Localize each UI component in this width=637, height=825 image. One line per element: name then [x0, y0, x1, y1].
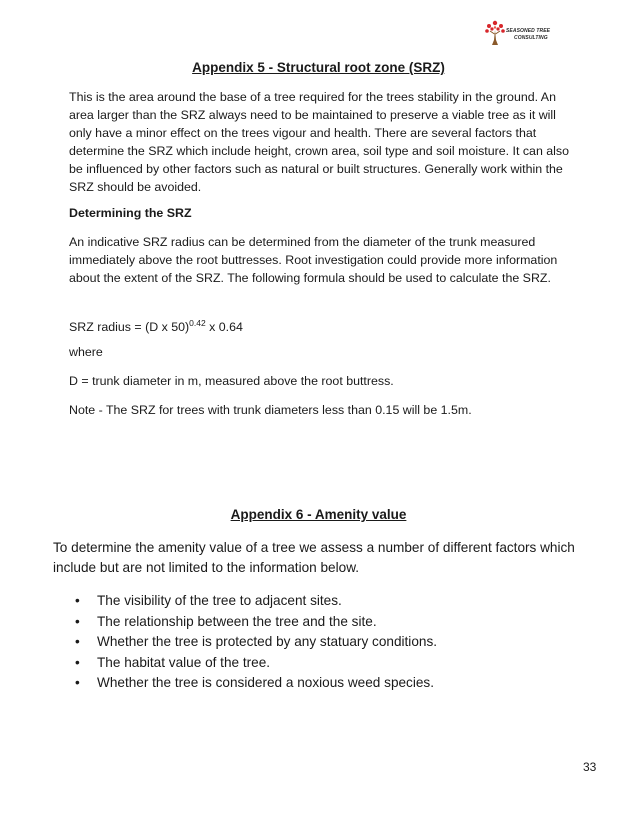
company-logo	[484, 18, 564, 52]
list-item: • The visibility of the tree to adjacent sites.	[75, 591, 437, 612]
logo-text-line1: SEASONED TREE	[506, 28, 551, 34]
formula-suffix: x 0.64	[205, 320, 243, 335]
appendix5-intro: This is the area around the base of a tree required for the trees stability in the ground. An area larger than the SRZ always need to be maintained to preserve a viable tree as it will only have a minor effect on the trees vigour and health. There are several factors that determine the SRZ which include height, crown area, soil type and soil moisture. It can also be influenced by other factors such as natural or built structures. Generally work within the SRZ should be avoided.	[69, 90, 570, 194]
formula-exponent: 0.42	[189, 318, 206, 328]
tree-logo-icon	[484, 18, 506, 48]
amenity-factors-list	[75, 591, 437, 694]
formula-prefix: SRZ radius = (D x 50)	[69, 320, 190, 335]
list-item: • The habitat value of the tree.	[75, 653, 437, 674]
diameter-definition: D = trunk diameter in m, measured above the root buttress.	[69, 374, 394, 388]
appendix6-heading: Appendix 6 - Amenity value	[230, 507, 407, 522]
srz-note: Note - The SRZ for trees with trunk diameters less than 0.15 will be 1.5m.	[69, 403, 472, 417]
list-item: • The relationship between the tree and the site.	[75, 612, 437, 633]
appendix6-intro: To determine the amenity value of a tree we assess a number of different factors which include but are not limited to the information below.	[53, 540, 575, 575]
page-number: 33	[583, 760, 597, 774]
appendix5-heading: Appendix 5 - Structural root zone (SRZ)	[192, 60, 445, 75]
list-item: • Whether the tree is protected by any statuary conditions.	[75, 632, 437, 653]
list-item: • Whether the tree is considered a noxious weed species.	[75, 673, 437, 694]
determining-srz-subheading: Determining the SRZ	[69, 206, 192, 220]
where-text: where	[69, 345, 103, 359]
srz-formula	[69, 314, 243, 336]
logo-text-line2: CONSULTING	[514, 35, 548, 41]
determining-srz-paragraph: An indicative SRZ radius can be determined from the diameter of the trunk measured immediately above the root buttresses. Root investigation could provide more information about the extent of the SRZ. The following formula should be used to calculate the SRZ.	[69, 235, 558, 285]
